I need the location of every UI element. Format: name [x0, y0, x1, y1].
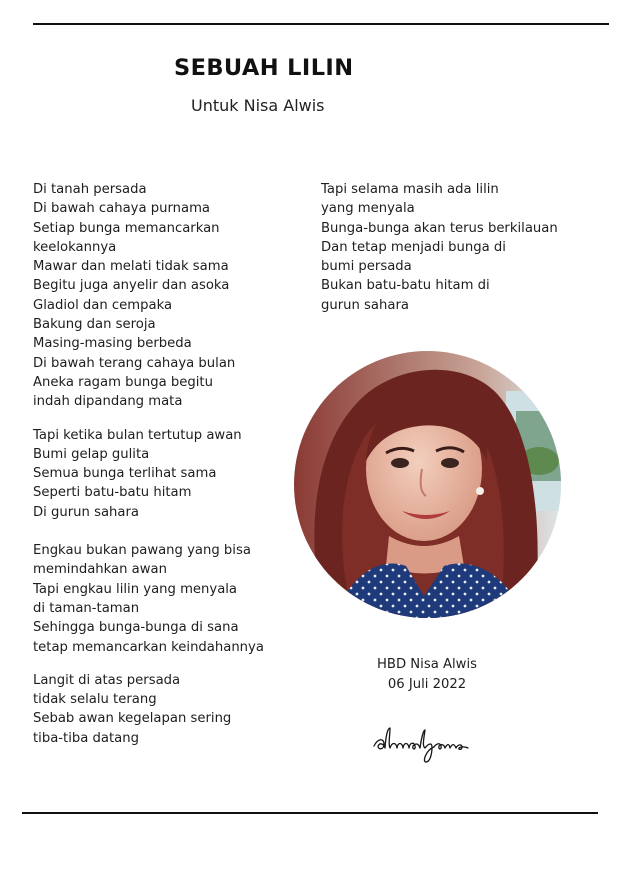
- poem-line: Bunga-bunga akan terus berkilauan: [321, 220, 558, 236]
- poem-subtitle: Untuk Nisa Alwis: [191, 96, 325, 115]
- poem-line: Gladiol dan cempaka: [33, 297, 173, 313]
- poem-line: Masing-masing berbeda: [33, 336, 192, 352]
- stanza-1: [33, 180, 303, 412]
- stanza-4: [33, 671, 303, 748]
- poem-line: Bumi gelap gulita: [33, 446, 150, 462]
- stanza-gap: [33, 657, 303, 671]
- poem-line: Tapi engkau lilin yang menyala: [33, 581, 238, 597]
- portrait-photo: [294, 351, 561, 618]
- poem-line: Bakung dan seroja: [33, 317, 156, 333]
- poem-line: Sebab awan kegelapan sering: [33, 711, 232, 727]
- poem-line: Setiap bunga memancarkan: [33, 220, 220, 236]
- poem-title: SEBUAH LILIN: [174, 55, 354, 81]
- poem-line: memindahkan awan: [33, 562, 167, 578]
- portrait-illustration: [294, 351, 561, 618]
- poem-line: Begitu juga anyelir dan asoka: [33, 278, 230, 294]
- stanza-gap: [33, 522, 303, 541]
- poem-line: Mawar dan melati tidak sama: [33, 259, 229, 275]
- stanza-5: [321, 180, 601, 315]
- poem-line: bumi persada: [321, 259, 412, 275]
- poem-line: Tapi selama masih ada lilin: [321, 182, 499, 197]
- dedication-name: HBD Nisa Alwis: [377, 657, 477, 672]
- poem-line: gurun sahara: [321, 297, 409, 313]
- poem-line: keelokannya: [33, 239, 117, 255]
- dedication-date: 06 Juli 2022: [387, 677, 467, 692]
- poem-line: Di bawah terang cahaya bulan: [33, 355, 236, 371]
- poem-line: tetap memancarkan keindahannya: [33, 639, 264, 655]
- poem-line: Tapi ketika bulan tertutup awan: [33, 427, 242, 443]
- dedication-block: [351, 655, 503, 695]
- poem-line: yang menyala: [321, 201, 415, 217]
- poem-line: Dan tetap menjadi bunga di: [321, 239, 506, 255]
- poem-line: Di tanah persada: [33, 182, 147, 197]
- poem-line: di taman-taman: [33, 600, 140, 616]
- bottom-rule: [22, 812, 598, 814]
- poem-line: Di bawah cahaya purnama: [33, 201, 211, 217]
- poem-line: Seperti batu-batu hitam: [33, 485, 192, 501]
- poem-line: tidak selalu terang: [33, 692, 157, 708]
- poem-line: Langit di atas persada: [33, 672, 181, 688]
- poem-line: Sehingga bunga-bunga di sana: [33, 620, 239, 636]
- stanza-2: [33, 426, 303, 522]
- poem-line: Engkau bukan pawang yang bisa: [33, 543, 251, 559]
- stanza-gap: [33, 412, 303, 426]
- poem-line: Aneka ragam bunga begitu: [33, 374, 213, 390]
- poem-line: Di gurun sahara: [33, 504, 139, 520]
- poem-line: tiba-tiba datang: [33, 730, 139, 746]
- handwritten-signature: [370, 720, 480, 764]
- poem-line: Bukan batu-batu hitam di: [321, 278, 490, 294]
- right-poem-column: [321, 180, 601, 315]
- stanza-3: [33, 541, 303, 657]
- left-poem-column: [33, 180, 303, 748]
- poem-line: indah dipandang mata: [33, 394, 183, 410]
- poem-line: Semua bunga terlihat sama: [33, 466, 217, 482]
- top-rule: [33, 23, 609, 25]
